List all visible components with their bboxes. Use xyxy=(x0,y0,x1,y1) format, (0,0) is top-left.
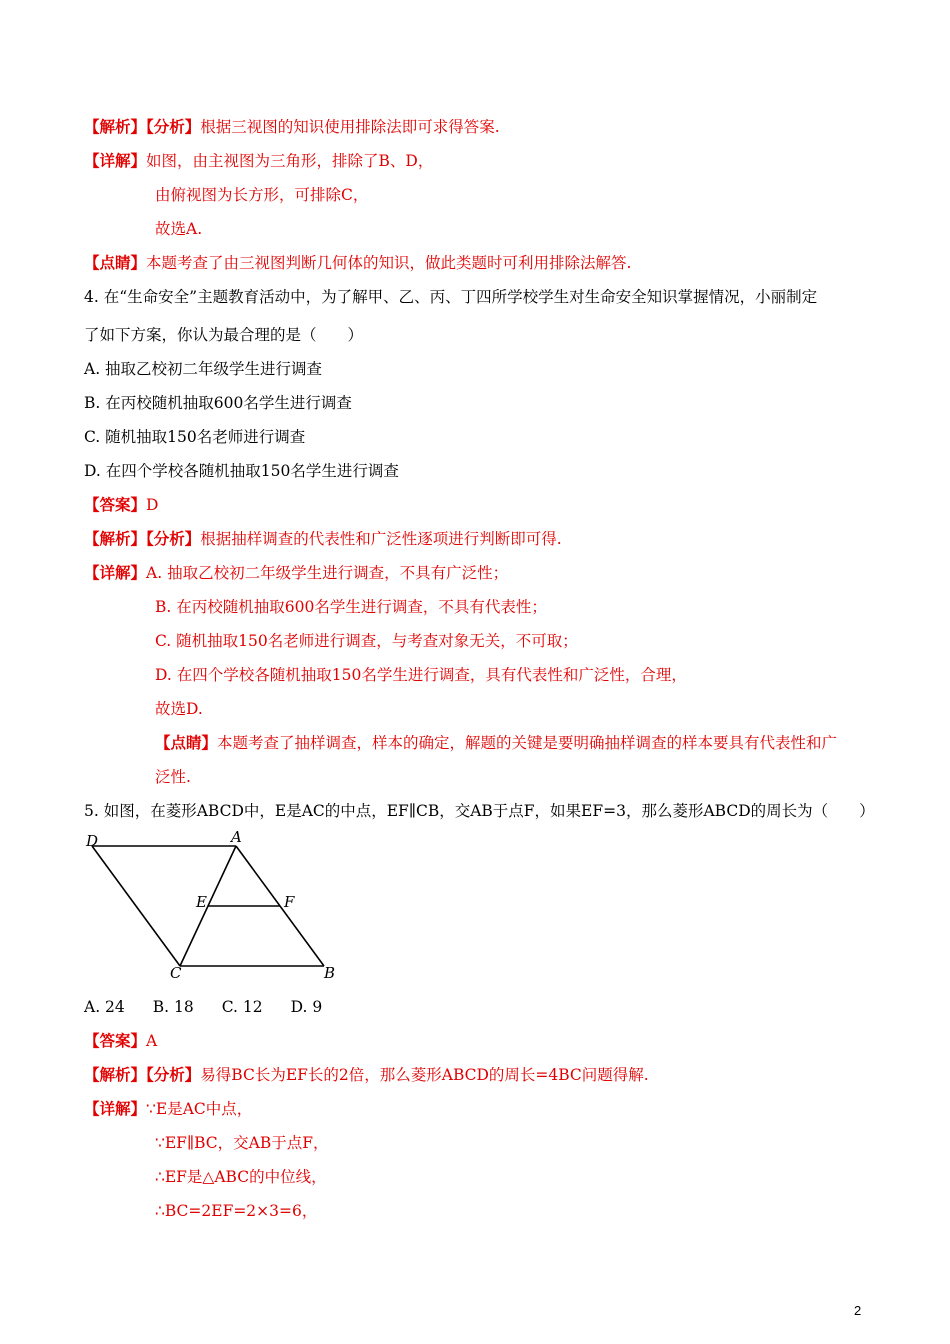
q4-answer-line xyxy=(84,494,158,516)
q4-detail-line: D. 在四个学校各随机抽取150名学生进行调查，具有代表性和广泛性，合理， xyxy=(155,666,687,684)
q4-option-b: B. 在丙校随机抽取600名学生进行调查 xyxy=(84,394,352,412)
analysis-sub-tag: 【分析】 xyxy=(146,529,201,548)
answer-tag: 【答案】 xyxy=(84,495,147,514)
answer-value: D xyxy=(146,496,159,514)
q4-option-c: C. 随机抽取150名老师进行调查 xyxy=(84,428,306,446)
q5-detail-line: ∴EF是△ABC的中位线， xyxy=(155,1168,327,1186)
q5-analysis-line xyxy=(84,1064,649,1086)
analysis-sub-tag: 【分析】 xyxy=(146,117,201,136)
q5-stem: 5. 如图，在菱形ABCD中，E是AC的中点，EF∥CB，交AB于点F，如果EF=3，那么菱形ABCD的周长为（ ） xyxy=(84,802,875,820)
q5-option-d: D. 9 xyxy=(290,998,323,1016)
q5-option-a: A. 24 xyxy=(84,998,125,1016)
label-f: F xyxy=(284,893,295,911)
q5-answer-line xyxy=(84,1030,157,1052)
q5-option-c: C. 12 xyxy=(221,998,263,1016)
q3-comment-line xyxy=(84,252,631,274)
q5-detail-line: ∴BC=2EF=2×3=6， xyxy=(155,1202,318,1220)
q4-stem-line-2: 了如下方案，你认为最合理的是（ ） xyxy=(84,326,364,344)
detail-tag: 【详解】 xyxy=(84,563,147,582)
q4-comment-line-2: 泛性. xyxy=(155,768,191,786)
detail-text: A. 抽取乙校初二年级学生进行调查，不具有广泛性； xyxy=(146,564,509,582)
answer-tag: 【答案】 xyxy=(84,1031,147,1050)
rhombus-diagram xyxy=(84,826,344,982)
detail-tag: 【详解】 xyxy=(84,151,147,170)
answer-value: A xyxy=(146,1032,158,1050)
analysis-tag: 【解析】 xyxy=(84,529,147,548)
q4-option-a: A. 抽取乙校初二年级学生进行调查 xyxy=(84,360,323,378)
q3-detail-line: 由俯视图为长方形，可排除C， xyxy=(155,186,369,204)
q4-option-d: D. 在四个学校各随机抽取150名学生进行调查 xyxy=(84,462,399,480)
q4-detail-line: 故选D. xyxy=(155,700,203,718)
rhombus-figure xyxy=(84,826,344,982)
q5-options xyxy=(84,996,322,1018)
comment-text: 本题考查了抽样调查，样本的确定，解题的关键是要明确抽样调查的样本要具有代表性和广 xyxy=(217,734,838,752)
label-c: C xyxy=(170,964,182,982)
q5-detail-line: ∵EF∥BC，交AB于点F， xyxy=(155,1134,329,1152)
q4-comment-line xyxy=(155,732,837,754)
q4-stem-line-1: 4. 在“生命安全”主题教育活动中，为了解甲、乙、丙、丁四所学校学生对生命安全知识掌握情况，小丽制定 xyxy=(84,288,818,306)
analysis-text: 根据抽样调查的代表性和广泛性逐项进行判断即可得. xyxy=(200,530,562,548)
comment-text: 本题考查了由三视图判断几何体的知识，做此类题时可利用排除法解答. xyxy=(146,254,632,272)
q4-detail-line: B. 在丙校随机抽取600名学生进行调查，不具有代表性； xyxy=(155,598,547,616)
q3-detail-line xyxy=(84,150,433,172)
q4-analysis-line xyxy=(84,528,562,550)
analysis-tag: 【解析】 xyxy=(84,1065,147,1084)
comment-tag: 【点睛】 xyxy=(155,733,218,752)
detail-tag: 【详解】 xyxy=(84,1099,147,1118)
detail-text: ∵E是AC中点， xyxy=(146,1100,253,1118)
label-a: A xyxy=(231,828,242,846)
q4-detail-line xyxy=(84,562,508,584)
q5-detail-line xyxy=(84,1098,252,1120)
analysis-text: 易得BC长为EF长的2倍，那么菱形ABCD的周长=4BC问题得解. xyxy=(200,1066,649,1084)
label-e: E xyxy=(196,893,207,911)
analysis-text: 根据三视图的知识使用排除法即可求得答案. xyxy=(200,118,500,136)
label-b: B xyxy=(324,964,336,982)
label-d: D xyxy=(86,832,99,850)
analysis-tag: 【解析】 xyxy=(84,117,147,136)
q3-analysis-line xyxy=(84,116,500,138)
analysis-sub-tag: 【分析】 xyxy=(146,1065,201,1084)
edge-cd xyxy=(92,846,180,966)
page-number: 2 xyxy=(854,1303,862,1318)
q5-option-b: B. 18 xyxy=(152,998,194,1016)
q4-detail-line: C. 随机抽取150名老师进行调查，与考查对象无关，不可取； xyxy=(155,632,578,650)
detail-text: 如图，由主视图为三角形，排除了B、D， xyxy=(146,152,434,170)
q3-detail-line: 故选A. xyxy=(155,220,203,238)
comment-tag: 【点睛】 xyxy=(84,253,147,272)
